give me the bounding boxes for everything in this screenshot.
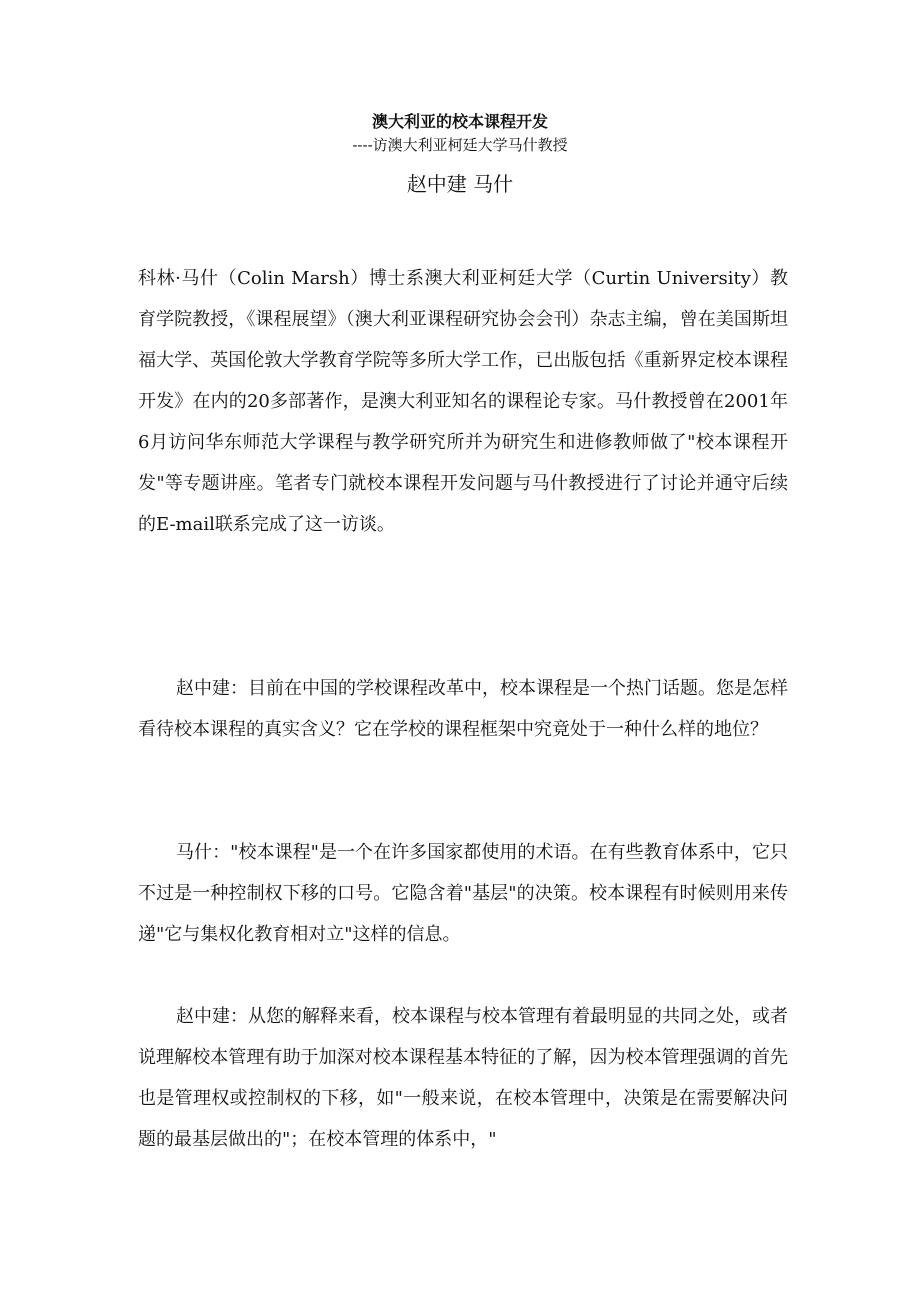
answer-paragraph-1: 马什："校本课程"是一个在许多国家都使用的术语。在有些教育体系中，它只不过是一种控制权下移的口号。它隐含着"基层"的决策。校本课程有时候则用来传递"它与集权化教育相对立"这样的信息。 bbox=[138, 842, 788, 945]
intro-paragraph: 科林·马什（Colin Marsh）博士系澳大利亚柯廷大学（Curtin University）教育学院教授，《课程展望》（澳大利亚课程研究协会会刊）杂志主编，曾在美国斯坦福大学、英国伦敦大学教育学院等多所大学工作，已出版包括《重新界定校本课程开发》在内的20多部著作，是澳大利亚知名的课程论专家。马什教授曾在2001年6月访问华东师范大学课程与教学研究所并为研究生和进修教师做了"校本课程开发"等专题讲座。笔者专门就校本课程开发问题与马什教授进行了讨论并通守后续的E-mail联系完成了这一访谈。 bbox=[138, 268, 788, 535]
document-subtitle: ----访澳大利亚柯廷大学马什教授 bbox=[352, 136, 568, 154]
document-title: 澳大利亚的校本课程开发 bbox=[371, 112, 548, 131]
question-paragraph-1: 赵中建：目前在中国的学校课程改革中，校本课程是一个热门话题。您是怎样看待校本课程的真实含义？它在学校的课程框架中究竟处于一种什么样的地位？ bbox=[138, 678, 788, 740]
question-paragraph-2: 赵中建：从您的解释来看，校本课程与校本管理有着最明显的共同之处，或者说理解校本管理有助于加深对校本课程基本特征的了解，因为校本管理强调的首先也是管理权或控制权的下移，如"一般来说，在校本管理中，决策是在需要解决问题的最基层做出的"；在校本管理的体系中，" bbox=[138, 1006, 788, 1150]
document-authors: 赵中建 马什 bbox=[406, 172, 514, 196]
